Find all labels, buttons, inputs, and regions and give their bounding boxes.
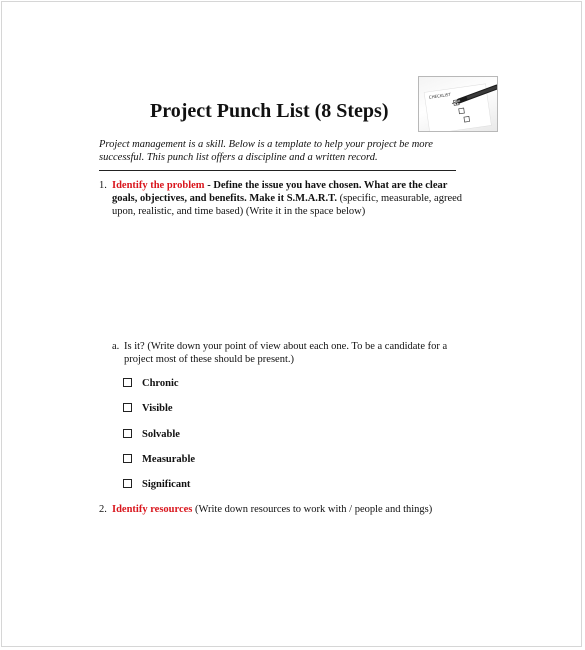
sub-item-letter: a.: [112, 341, 120, 352]
checklist-label: Measurable: [142, 454, 196, 465]
thumbnail-label: CHECKLIST: [428, 91, 452, 100]
checklist-item: [123, 428, 180, 441]
checklist-label: Chronic: [142, 378, 179, 389]
checkbox-icon: [123, 429, 132, 438]
checkbox-icon: [123, 479, 132, 488]
checklist-item: [123, 478, 190, 491]
step-body: [112, 179, 469, 218]
page-title: Project Punch List (8 Steps): [150, 100, 389, 122]
checklist-item: [123, 402, 173, 415]
intro-paragraph: Project management is a skill. Below is a template to help your project be more successful. This punch list offers a discipline and a written record.: [99, 139, 433, 163]
step-heading: Identify the problem: [112, 180, 205, 191]
step-2: [99, 503, 469, 516]
step-text: (specific, measurable, agreed upon, realistic, and time based) (Write it in the space below): [112, 193, 463, 217]
step-body: [112, 503, 469, 516]
checklist-label: Solvable: [142, 429, 180, 440]
step-separator: -: [204, 180, 214, 191]
checklist-label: Significant: [142, 479, 191, 490]
sub-item-text: Is it? (Write down your point of view about each one. To be a candidate for a project most of these should be present.): [124, 341, 448, 365]
checklist-thumbnail: [418, 76, 498, 132]
checkbox-icon: [123, 454, 132, 463]
divider-line: [99, 170, 456, 171]
checklist-item: [123, 377, 179, 390]
step-heading: Identify resources: [112, 504, 193, 515]
checkbox-icon: [123, 378, 132, 387]
sub-item-a: [112, 340, 468, 366]
step-number: 1.: [99, 180, 107, 191]
checkbox-icon: [123, 403, 132, 412]
checklist-label: Visible: [142, 403, 173, 414]
checklist-item: [123, 453, 195, 466]
step-number: 2.: [99, 504, 107, 515]
step-1: [99, 179, 469, 218]
checklist-pen-icon: [419, 77, 497, 131]
step-bold-text: Define the issue you have chosen. What are the clear goals, objectives, and benefits. Make it S.M.A.R.T.: [112, 180, 448, 204]
step-text: (Write down resources to work with / people and things): [195, 504, 433, 515]
